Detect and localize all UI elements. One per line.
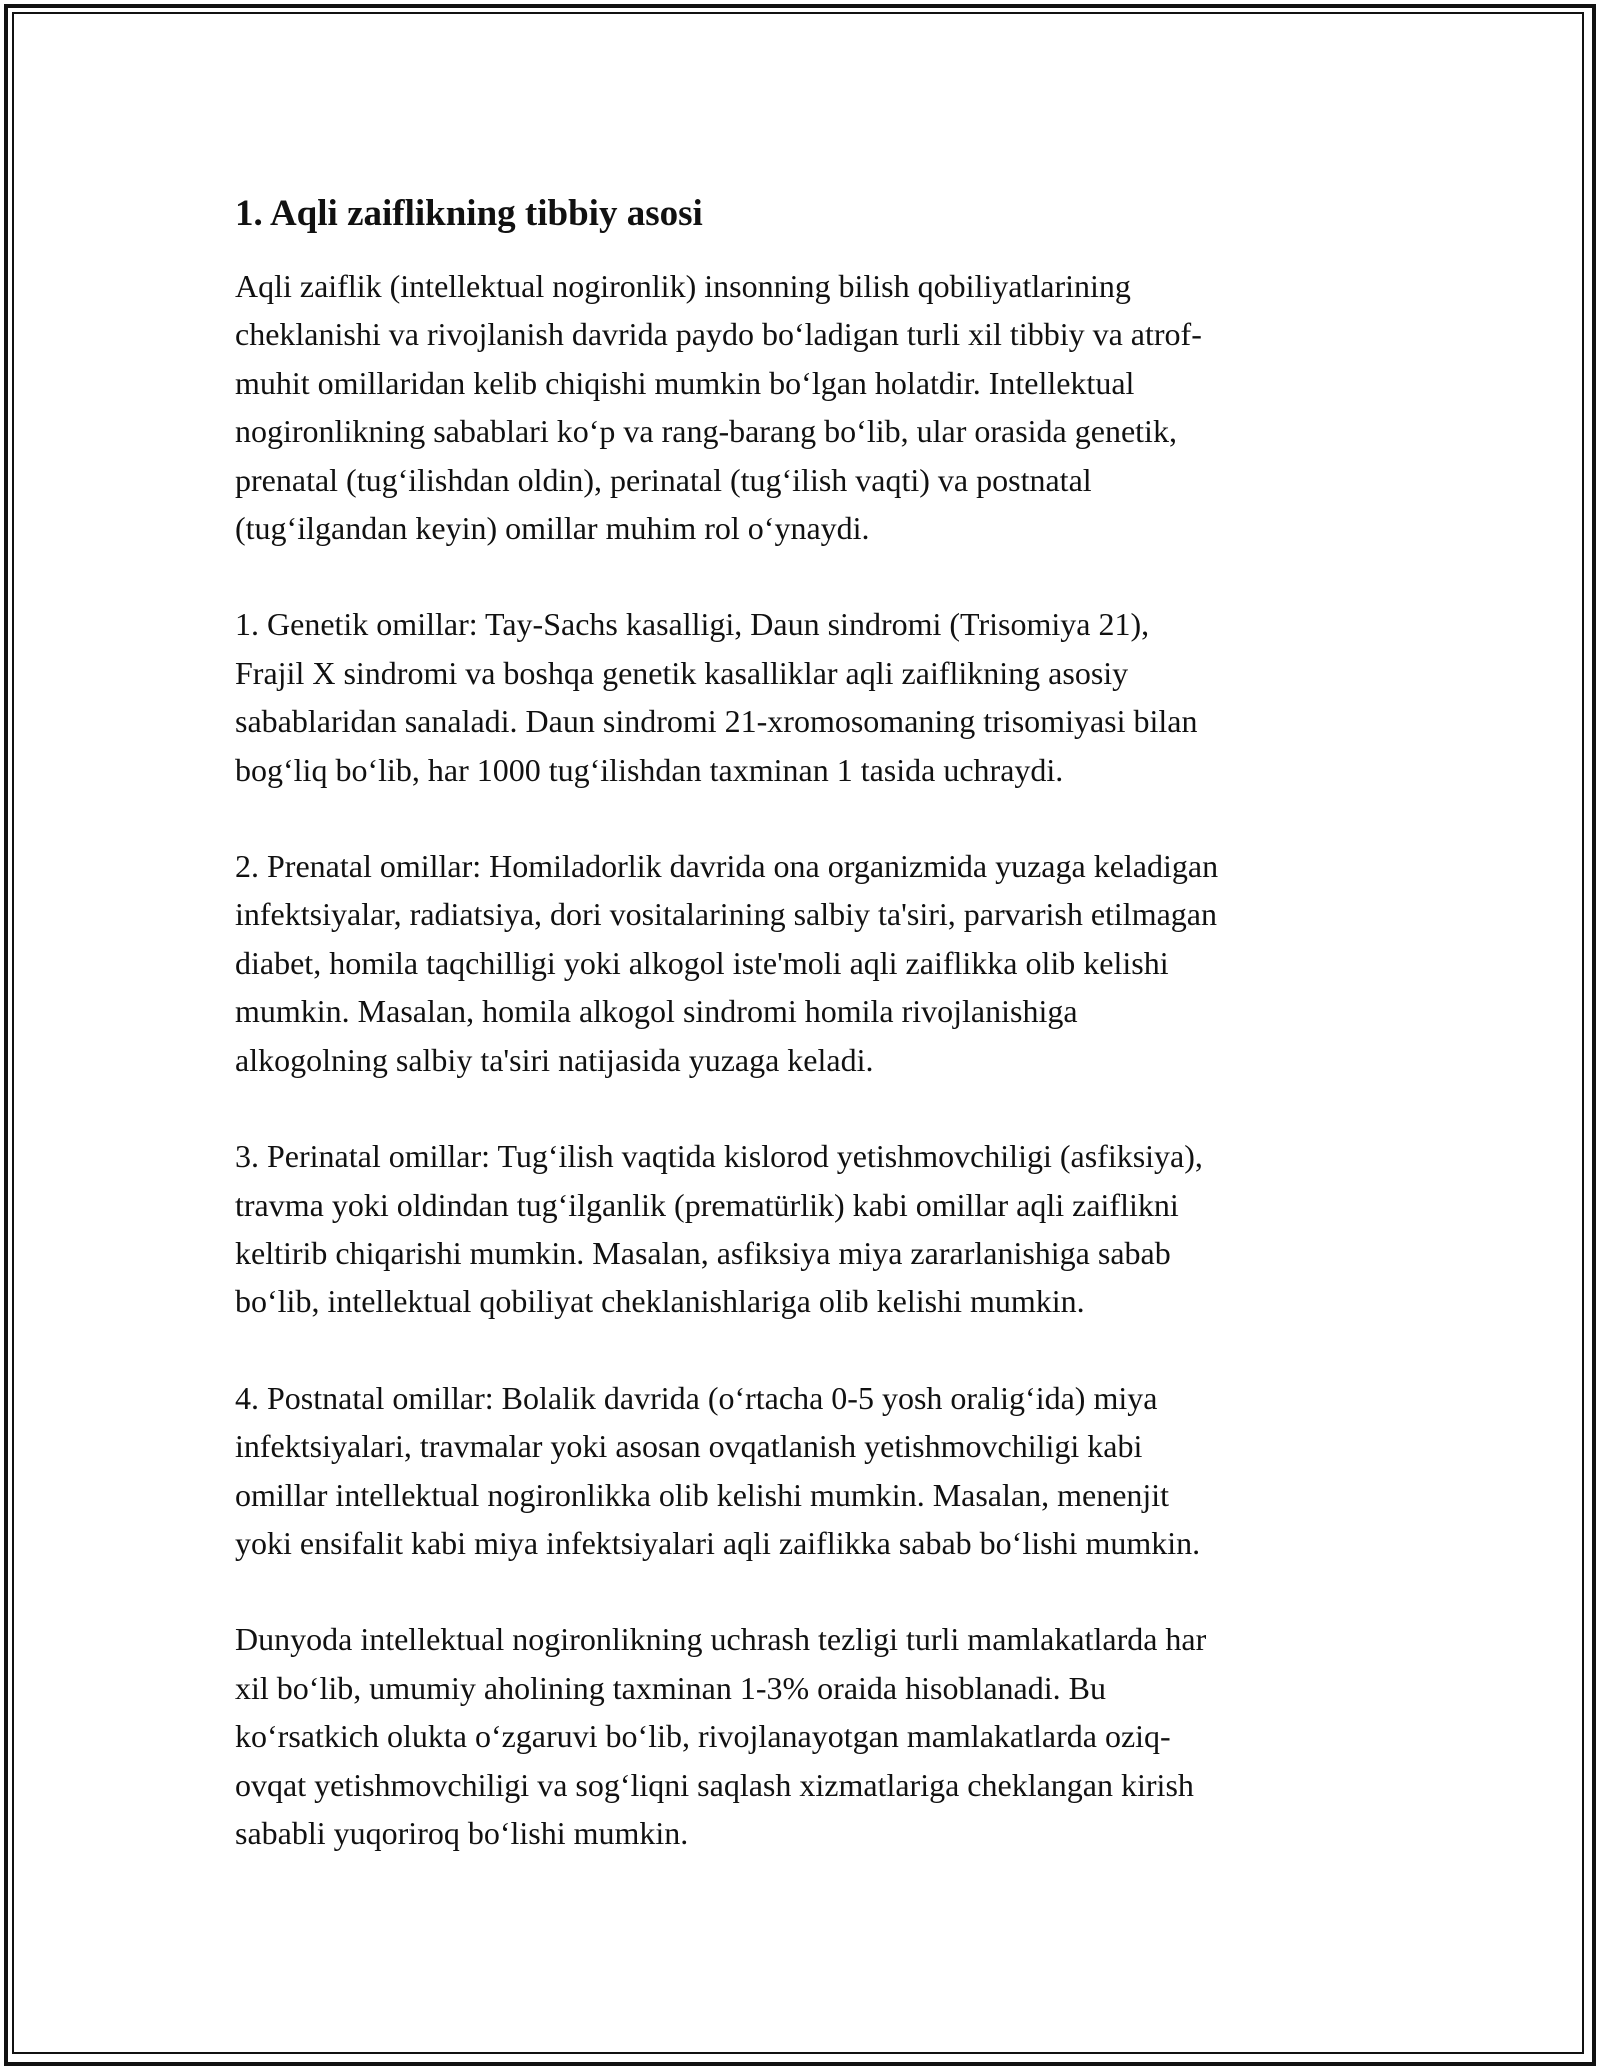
genetic-factors-paragraph: 1. Genetik omillar: Tay-Sachs kasalligi, Daun sindromi (Trisomiya 21), Frajil X sindromi va boshqa genetik kasalliklar aqli zaiflikning asosiy sabablaridan sanaladi. Daun sindromi 21-xromosomaning trisomiyasi bilan bog‘liq bo‘lib, har 1000 tug‘ilishdan taxminan 1 tasida uchraydi. [235, 606, 1198, 788]
intro-paragraph: Aqli zaiflik (intellektual nogironlik) insonning bilish qobiliyatlarining cheklanishi va rivojlanish davrida paydo bo‘ladigan turli xil tibbiy va atrof- muhit omillaridan kelib chiqishi mumkin bo‘lgan holatdir. Intellektual nogironlikning sabablari ko‘p va rang-barang bo‘lib, ular orasida genetik, prenatal (tug‘ilishdan oldin), perinatal (tug‘ilish vaqti) va postnatal (tug‘ilgandan keyin) omillar muhim rol o‘ynaydi. [235, 268, 1202, 547]
prevalence-paragraph: Dunyoda intellektual nogironlikning uchrash tezligi turli mamlakatlarda har xil bo‘lib, umumiy aholining taxminan 1-3% oraida hisoblanadi. Bu ko‘rsatkich olukta o‘zgaruvi bo‘lib, rivojlanayotgan mamlakatlarda oziq- ovqat yetishmovchiligi va sog‘liqni saqlash xizmatlariga cheklangan kirish sababli yuqoriroq bo‘lishi mumkin. [235, 1621, 1207, 1851]
document-title: 1. Aqli zaiflikning tibbiy asosi [235, 193, 703, 234]
postnatal-factors-paragraph: 4. Postnatal omillar: Bolalik davrida (o‘rtacha 0-5 yosh oralig‘ida) miya infektsiyalari, travmalar yoki asosan ovqatlanish yetishmovchiligi kabi omillar intellektual nogironlikka olib kelishi mumkin. Masalan, menenjit yoki ensifalit kabi miya infektsiyalari aqli zaiflikka sabab bo‘lishi mumkin. [235, 1379, 1201, 1561]
document-body [235, 188, 1375, 1905]
perinatal-factors-paragraph: 3. Perinatal omillar: Tug‘ilish vaqtida kislorod yetishmovchiligi (asfiksiya), travma yoki oldindan tug‘ilganlik (prematürlik) kabi omillar aqli zaiflikni keltirib chiqarishi mumkin. Masalan, asfiksiya miya zararlanishiga sabab bo‘lib, intellektual qobiliyat cheklanishlariga olib kelishi mumkin. [235, 1138, 1203, 1320]
prenatal-factors-paragraph: 2. Prenatal omillar: Homiladorlik davrida ona organizmida yuzaga keladigan infektsiyalar, radiatsiya, dori vositalarining salbiy ta'siri, parvarish etilmagan diabet, homila taqchilligi yoki alkogol iste'moli aqli zaiflikka olib kelishi mumkin. Masalan, homila alkogol sindromi homila rivojlanishiga alkogolning salbiy ta'siri natijasida yuzaga keladi. [235, 848, 1219, 1078]
